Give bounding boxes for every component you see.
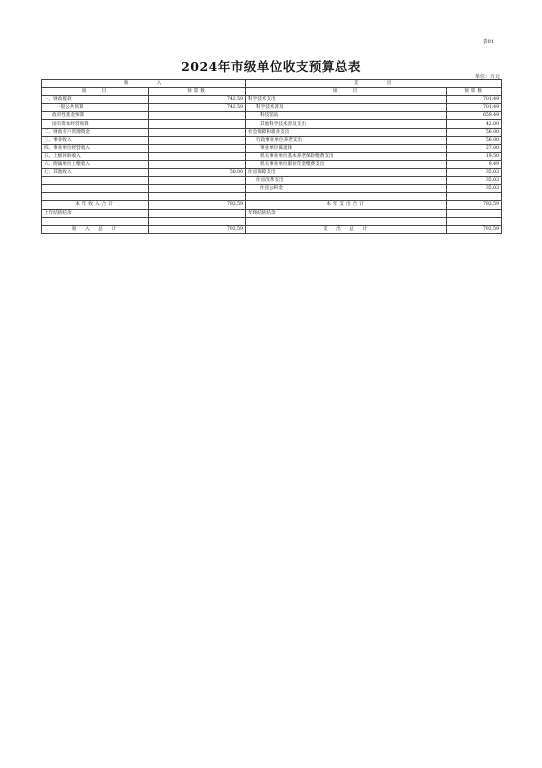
- grand-income-value: 792.59: [149, 225, 246, 233]
- grand-expense-value: 792.59: [447, 225, 502, 233]
- expense-item-header: 项 目: [246, 88, 447, 96]
- income-value: 742.59: [149, 104, 246, 112]
- annual-total-row: [42, 201, 502, 209]
- carryforward-label: 年终结转结余: [246, 209, 447, 217]
- table-row: [42, 169, 502, 177]
- income-budget-header: 预算数: [149, 88, 246, 96]
- table-row: [42, 96, 502, 104]
- expense-budget-header: 预算数: [447, 88, 502, 96]
- column-header-row: [42, 88, 502, 96]
- table-row: [42, 160, 502, 168]
- income-value: 742.59: [149, 96, 246, 104]
- expense-item: 机关事业单位基本养老保险缴费支出: [246, 152, 447, 160]
- expense-total-label: 本年支出合计: [246, 201, 447, 209]
- table-row: [42, 104, 502, 112]
- expense-value: 701.49: [447, 104, 502, 112]
- table-row: [42, 185, 502, 193]
- group-header-row: [42, 80, 502, 88]
- expense-item: 住房公积金: [246, 185, 447, 193]
- income-value: [149, 128, 246, 136]
- budget-table: [41, 79, 502, 234]
- income-item: 四、事业单位经营收入: [42, 144, 149, 152]
- table-row: [42, 128, 502, 136]
- grand-income-label: 收 入 总 计: [42, 225, 149, 233]
- carryforward-value: [447, 209, 502, 217]
- blank-row: [42, 217, 502, 225]
- table-row: [42, 144, 502, 152]
- income-item-header: 项 目: [42, 88, 149, 96]
- expense-item: 社会保障和就业支出: [246, 128, 447, 136]
- grand-expense-label: 支 出 总 计: [246, 225, 447, 233]
- expense-value: 35.03: [447, 177, 502, 185]
- page-title: 2024年市级单位收支预算总表: [181, 59, 361, 74]
- expense-value: 35.03: [447, 169, 502, 177]
- expense-value: [447, 193, 502, 201]
- income-value: [149, 144, 246, 152]
- income-value: [149, 112, 246, 120]
- expense-value: 659.49: [447, 112, 502, 120]
- blank-cell: [149, 217, 246, 225]
- income-value: [149, 152, 246, 160]
- unit-label: 单位：万元: [474, 74, 500, 80]
- income-value: [149, 120, 246, 128]
- expense-item: 住房保障支出: [246, 169, 447, 177]
- income-item: 七、其他收入: [42, 169, 149, 177]
- table-row: [42, 136, 502, 144]
- income-value: [149, 193, 246, 201]
- income-value: [149, 177, 246, 185]
- table-row: [42, 177, 502, 185]
- expense-value: 35.03: [447, 185, 502, 193]
- income-item: 国有资本经营预算: [42, 120, 149, 128]
- blank-cell: [447, 217, 502, 225]
- expense-value: 701.49: [447, 96, 502, 104]
- income-value: [149, 185, 246, 193]
- expense-item: 科技馆站: [246, 112, 447, 120]
- income-item: 一般公共预算: [42, 104, 149, 112]
- expense-header: 支 出: [246, 80, 502, 88]
- expense-value: 19.50: [447, 152, 502, 160]
- income-item: 一、财政拨款: [42, 96, 149, 104]
- table-row: [42, 193, 502, 201]
- table-row: [42, 152, 502, 160]
- expense-total-value: 792.59: [447, 201, 502, 209]
- grand-total-row: [42, 225, 502, 233]
- table-row: [42, 120, 502, 128]
- expense-value: 9.49: [447, 160, 502, 168]
- expense-item: 事业单位离退休: [246, 144, 447, 152]
- table-row: [42, 112, 502, 120]
- blank-cell: [246, 217, 447, 225]
- expense-value: 56.00: [447, 128, 502, 136]
- expense-value: 42.00: [447, 120, 502, 128]
- income-item: [42, 185, 149, 193]
- carryover-row: [42, 209, 502, 217]
- income-item: 三、事业收入: [42, 136, 149, 144]
- income-item: 政府性基金预算: [42, 112, 149, 120]
- income-total-label: 本年收入合计: [42, 201, 149, 209]
- income-value: [149, 160, 246, 168]
- expense-value: 56.00: [447, 136, 502, 144]
- income-item: [42, 193, 149, 201]
- expense-item: [246, 193, 447, 201]
- carryover-value: [149, 209, 246, 217]
- income-value: [149, 136, 246, 144]
- income-item: 六、附属单位上缴收入: [42, 160, 149, 168]
- income-value: 50.00: [149, 169, 246, 177]
- income-total-value: 792.59: [149, 201, 246, 209]
- expense-item: 住房改革支出: [246, 177, 447, 185]
- income-item: [42, 177, 149, 185]
- carryover-label: 上年结转结余: [42, 209, 149, 217]
- expense-item: 行政事业单位养老支出: [246, 136, 447, 144]
- expense-item: 其他科学技术普及支出: [246, 120, 447, 128]
- table-number: 表01: [482, 39, 494, 45]
- income-item: 五、上级补助收入: [42, 152, 149, 160]
- expense-item: 机关事业单位职业年金缴费支出: [246, 160, 447, 168]
- income-item: 二、财政专户管理资金: [42, 128, 149, 136]
- income-header: 收 入: [42, 80, 246, 88]
- expense-item: 科学技术支出: [246, 96, 447, 104]
- expense-value: 27.00: [447, 144, 502, 152]
- blank-cell: [42, 217, 149, 225]
- expense-item: 科学技术普及: [246, 104, 447, 112]
